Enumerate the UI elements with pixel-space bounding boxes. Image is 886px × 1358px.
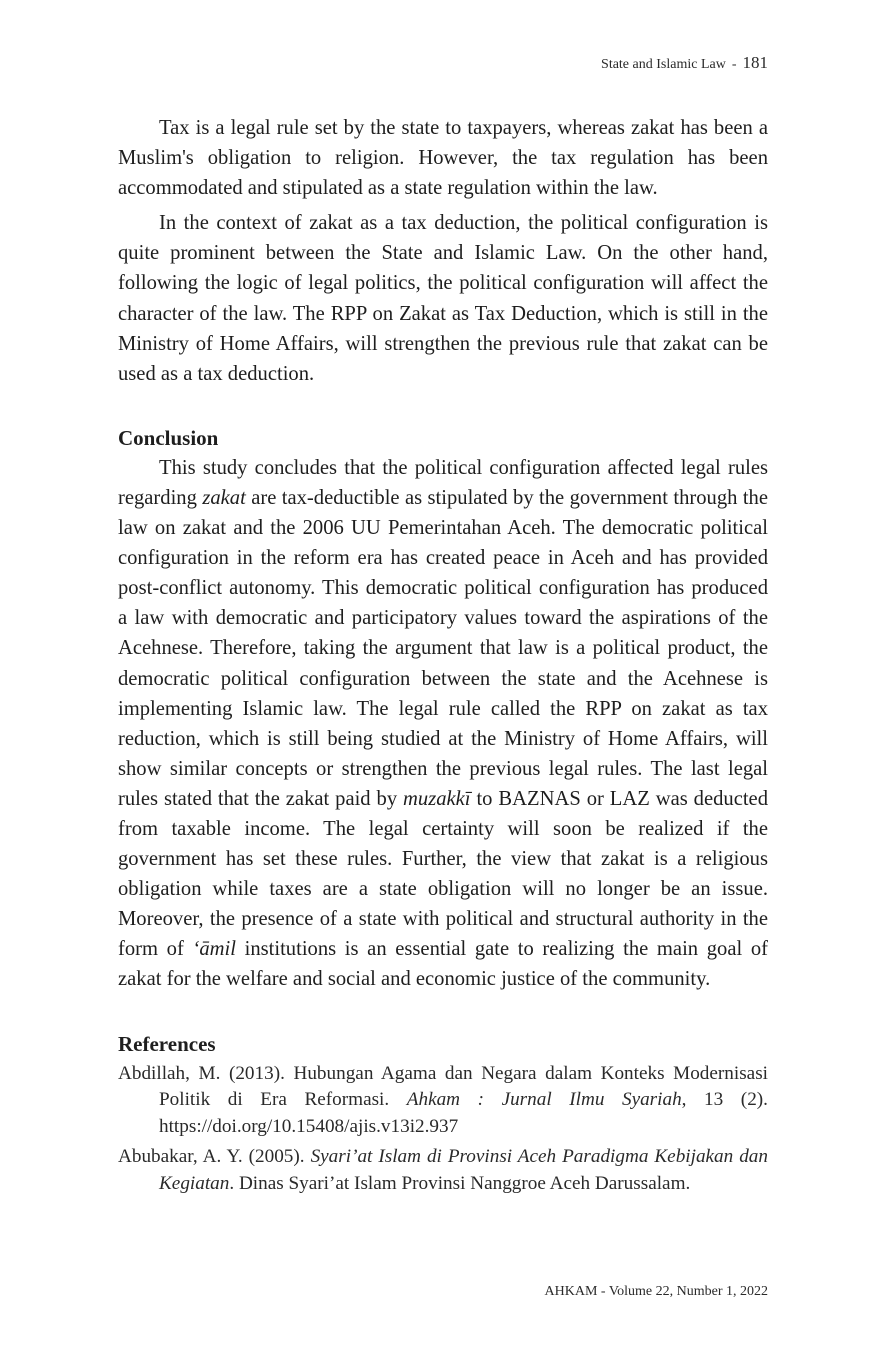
conclusion-text-1: This study concludes that the political configuration affected legal rules regarding bbox=[118, 456, 768, 509]
page-number: 181 bbox=[742, 53, 768, 72]
reference-details: . Dinas Syari’at Islam Provinsi Nanggroe Aceh Darussalam. bbox=[229, 1172, 691, 1194]
reference-list bbox=[118, 1061, 768, 1198]
reference-author: Abubakar, A. Y. (2005). bbox=[118, 1146, 311, 1168]
running-head-title: State and Islamic Law bbox=[601, 57, 726, 72]
reference-author: Abdillah, M. (2013). Hubungan Agama dan Negara dalam Konteks Modernisasi Politik di Era Reformasi. bbox=[118, 1062, 768, 1111]
conclusion-heading: Conclusion bbox=[118, 425, 219, 450]
reference-title: Syari’at Islam di Provinsi Aceh Paradigma Kebijakan dan Kegiatan bbox=[159, 1146, 768, 1194]
running-head bbox=[601, 53, 768, 73]
reference-details: , 13 (2). https://doi.org/10.15408/ajis.v13i2.937 bbox=[159, 1089, 768, 1137]
conclusion-text-4: institutions is an essential gate to realizing the main goal of zakat for the welfare and social and economic justice of the community. bbox=[118, 938, 768, 991]
conclusion-text-3: to BAZNAS or LAZ was deducted from taxable income. The legal certainty will soon be realized if the government has set these rules. Further, the view that zakat is a religious obligation while taxes are a state obligation will no longer be an issue. Moreover, the presence of a state with political and structural authority in the form of bbox=[118, 787, 768, 961]
paragraph-tax: Tax is a legal rule set by the state to taxpayers, whereas zakat has been a Muslim's obligation to religion. However, the tax regulation has been accommodated and stipulated as a state regulation within the law. bbox=[118, 117, 768, 200]
page-footer: AHKAM - Volume 22, Number 1, 2022 bbox=[544, 1284, 768, 1299]
conclusion-zakat-term: zakat bbox=[202, 486, 246, 509]
running-head-separator: - bbox=[731, 57, 737, 72]
page bbox=[118, 0, 768, 1358]
conclusion-amil-term: ‘āmil bbox=[192, 938, 236, 961]
paragraph-zakat-deduction: In the context of zakat as a tax deduction, the political configuration is quite prominent between the State and Islamic Law. On the other hand, following the logic of legal politics, the political configuration will affect the character of the law. The RPP on Zakat as Tax Deduction, which is still in the Ministry of Home Affairs, will strengthen the previous rule that zakat can be used as a tax deduction. bbox=[118, 212, 768, 385]
body-text bbox=[118, 113, 768, 1197]
reference-item bbox=[118, 1144, 768, 1197]
reference-journal: Ahkam : Jurnal Ilmu Syariah bbox=[406, 1089, 682, 1111]
references-heading: References bbox=[118, 1031, 216, 1056]
conclusion-text-2: are tax-deductible as stipulated by the government through the law on zakat and the 2006 UU Pemerintahan Aceh. The democratic political configuration in the reform era has created peace in Aceh and has provided post-conflict autonomy. This democratic political configuration has produced a law with democratic and participatory values toward the aspirations of the Acehnese. Therefore, taking the argument that law is a political product, the democratic political configuration between the state and the Acehnese is implementing Islamic law. The legal rule called the RPP on zakat as tax reduction, which is still being studied at the Ministry of Home Affairs, will show similar concepts or strengthen the previous legal rules. The last legal rules stated that the zakat paid by bbox=[118, 486, 768, 810]
conclusion-muzakki-term: muzakkī bbox=[403, 787, 471, 810]
conclusion-paragraph bbox=[118, 453, 768, 995]
reference-item bbox=[118, 1061, 768, 1141]
